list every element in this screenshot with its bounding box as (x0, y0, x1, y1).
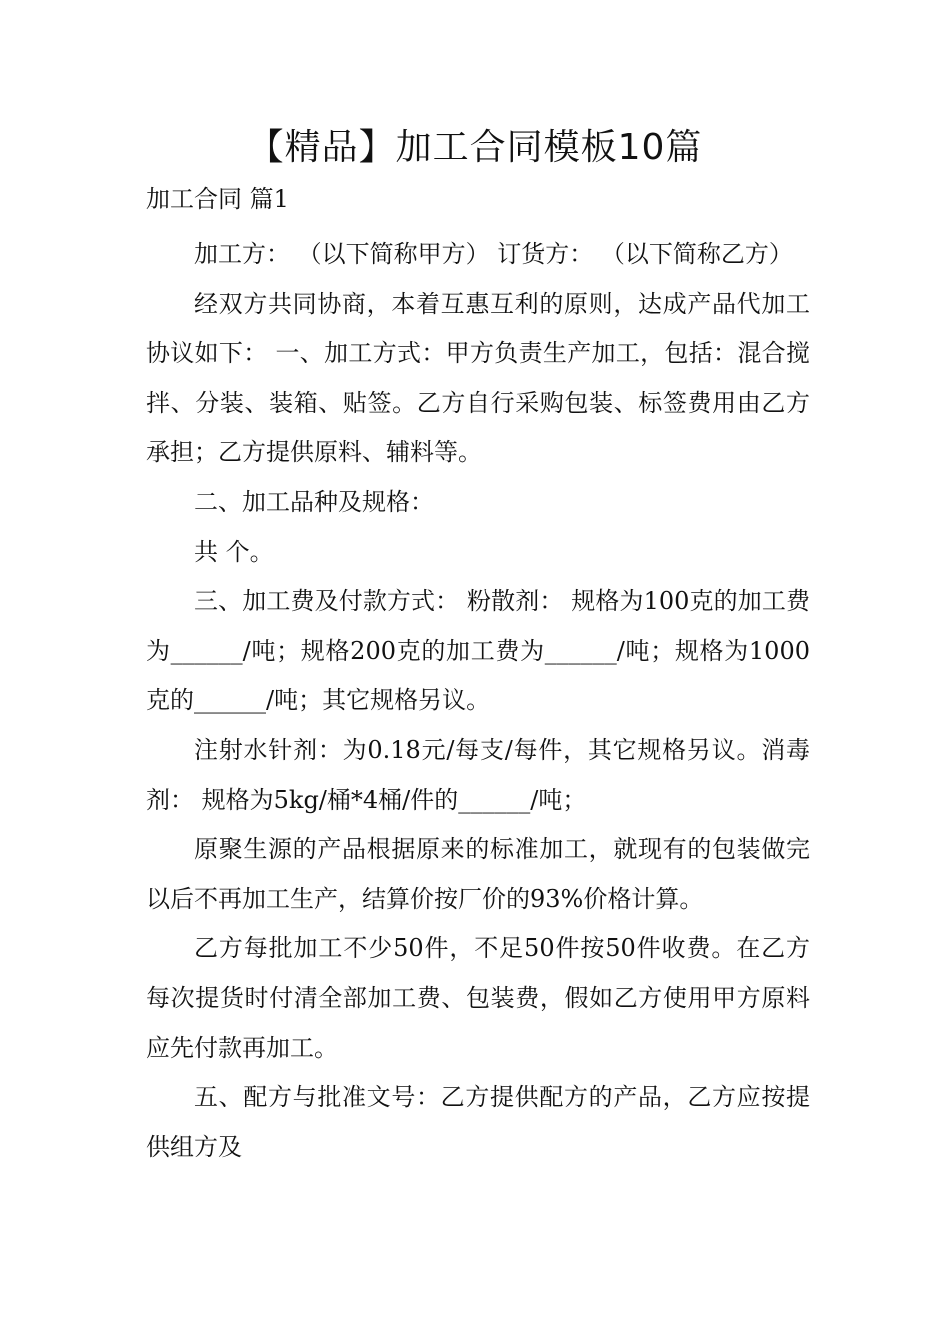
paragraph-batch: 乙方每批加工不少50件，不足50件按50件收费。在乙方每次提货时付清全部加工费、包装费，假如乙方使用甲方原料应先付款再加工。 (146, 934, 810, 1062)
document-body (146, 230, 810, 1172)
paragraph-existing-products: 原聚生源的产品根据原来的标准加工，就现有的包装做完以后不再加工生产，结算价按厂价的93%价格计算。 (146, 835, 810, 913)
paragraph-processing-method: 经双方共同协商，本着互惠互利的原则，达成产品代加工协议如下： 一、加工方式：甲方负责生产加工，包括：混合搅拌、分装、装箱、贴签。乙方自行采购包装、标签费用由乙方承担；乙方提供原料、辅料等。 (146, 289, 810, 467)
paragraph-parties: 加工方： （以下简称甲方） 订货方： （以下简称乙方） (194, 240, 793, 268)
paragraph-varieties-heading: 二、加工品种及规格： (194, 487, 434, 516)
paragraph-fees: 三、加工费及付款方式： 粉散剂： 规格为100克的加工费为______/吨；规格200克的加工费为______/吨；规格为1000克的______/吨；其它规格另议。 (146, 587, 810, 715)
document-title: 【精品】加工合同模板10篇 (247, 127, 703, 168)
paragraph-injection: 注射水针剂：为0.18元/每支/每件，其它规格另议。消毒剂： 规格为5kg/桶*4桶/件的______/吨； (146, 735, 810, 814)
section-heading: 加工合同 篇1 (146, 185, 289, 213)
paragraph-count: 共 个。 (194, 537, 274, 566)
paragraph-formula: 五、配方与批准文号：乙方提供配方的产品，乙方应按提供组方及 (146, 1083, 810, 1161)
